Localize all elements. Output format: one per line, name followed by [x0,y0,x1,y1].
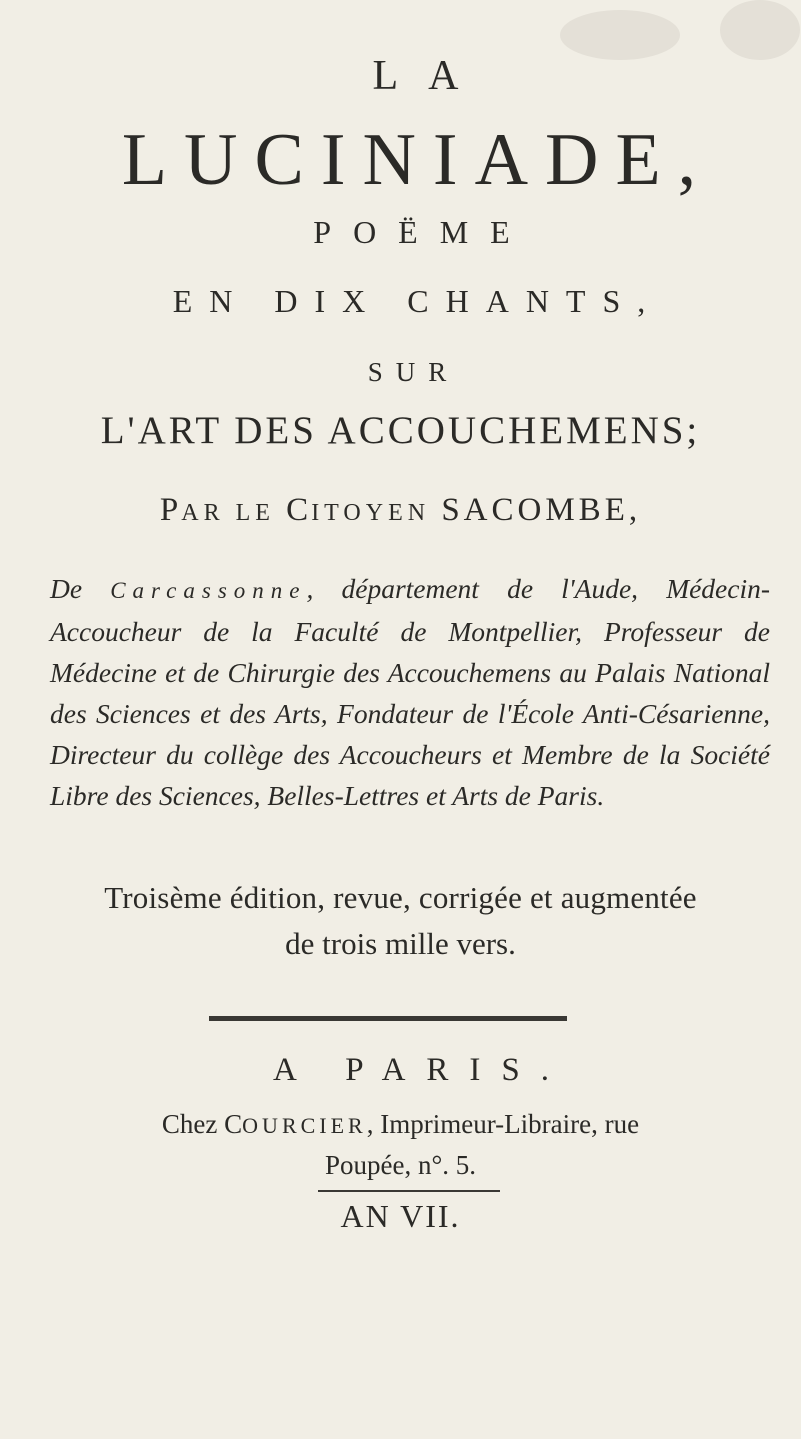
book-title: LUCINIADE, [121,119,714,201]
author-description [50,568,770,816]
desc-de: De [50,573,83,604]
place-line: A PARIS. [272,1052,571,1088]
sur-line: SUR [367,357,460,387]
genre-poeme: POËME [313,214,532,250]
author-name: SACOMBE, [441,492,642,528]
printer-chez: Chez [161,1109,218,1139]
printer-name-rest: OURCIER [242,1113,367,1138]
desc-carcassonne: Carcassonne [110,578,307,603]
edition-line-1: Troisème édition, revue, corrigée et augmentée [104,880,697,915]
printer-initial: C [224,1109,243,1139]
article-la: LA [372,53,489,99]
printer-role: , Imprimeur-Libraire, rue [366,1109,640,1139]
author-par-rest: AR LE [181,500,275,526]
ornamental-rule [209,1016,567,1021]
printer-line [0,1109,801,1140]
author-line [0,492,801,529]
ink-stain [720,0,800,60]
author-par-initial: P [159,492,182,528]
chants-line: EN DIX CHANTS, [172,283,663,319]
date-line: AN VII. [340,1198,461,1234]
desc-text: , département de l'Aude, Médecin-Accoucheur de la Faculté de Montpellier, Professeur de Médecine et de Chirurgie des Accouchemens au Palais National des Sciences et des Arts, Fondateur de l'École Anti-Césarienne, Directeur du collège des Accoucheurs et Membre de la Société Libre des Sciences, Belles-Lettres et Arts de Paris. [50,573,771,811]
date-rule [318,1190,500,1192]
printer-address: Poupée, n°. 5. [324,1150,477,1180]
edition-line-2: de trois mille vers. [285,926,516,961]
author-cit-rest: ITOYEN [311,500,431,526]
subject-line: L'ART DES ACCOUCHEMENS; [100,409,701,452]
author-cit-initial: C [286,492,312,528]
